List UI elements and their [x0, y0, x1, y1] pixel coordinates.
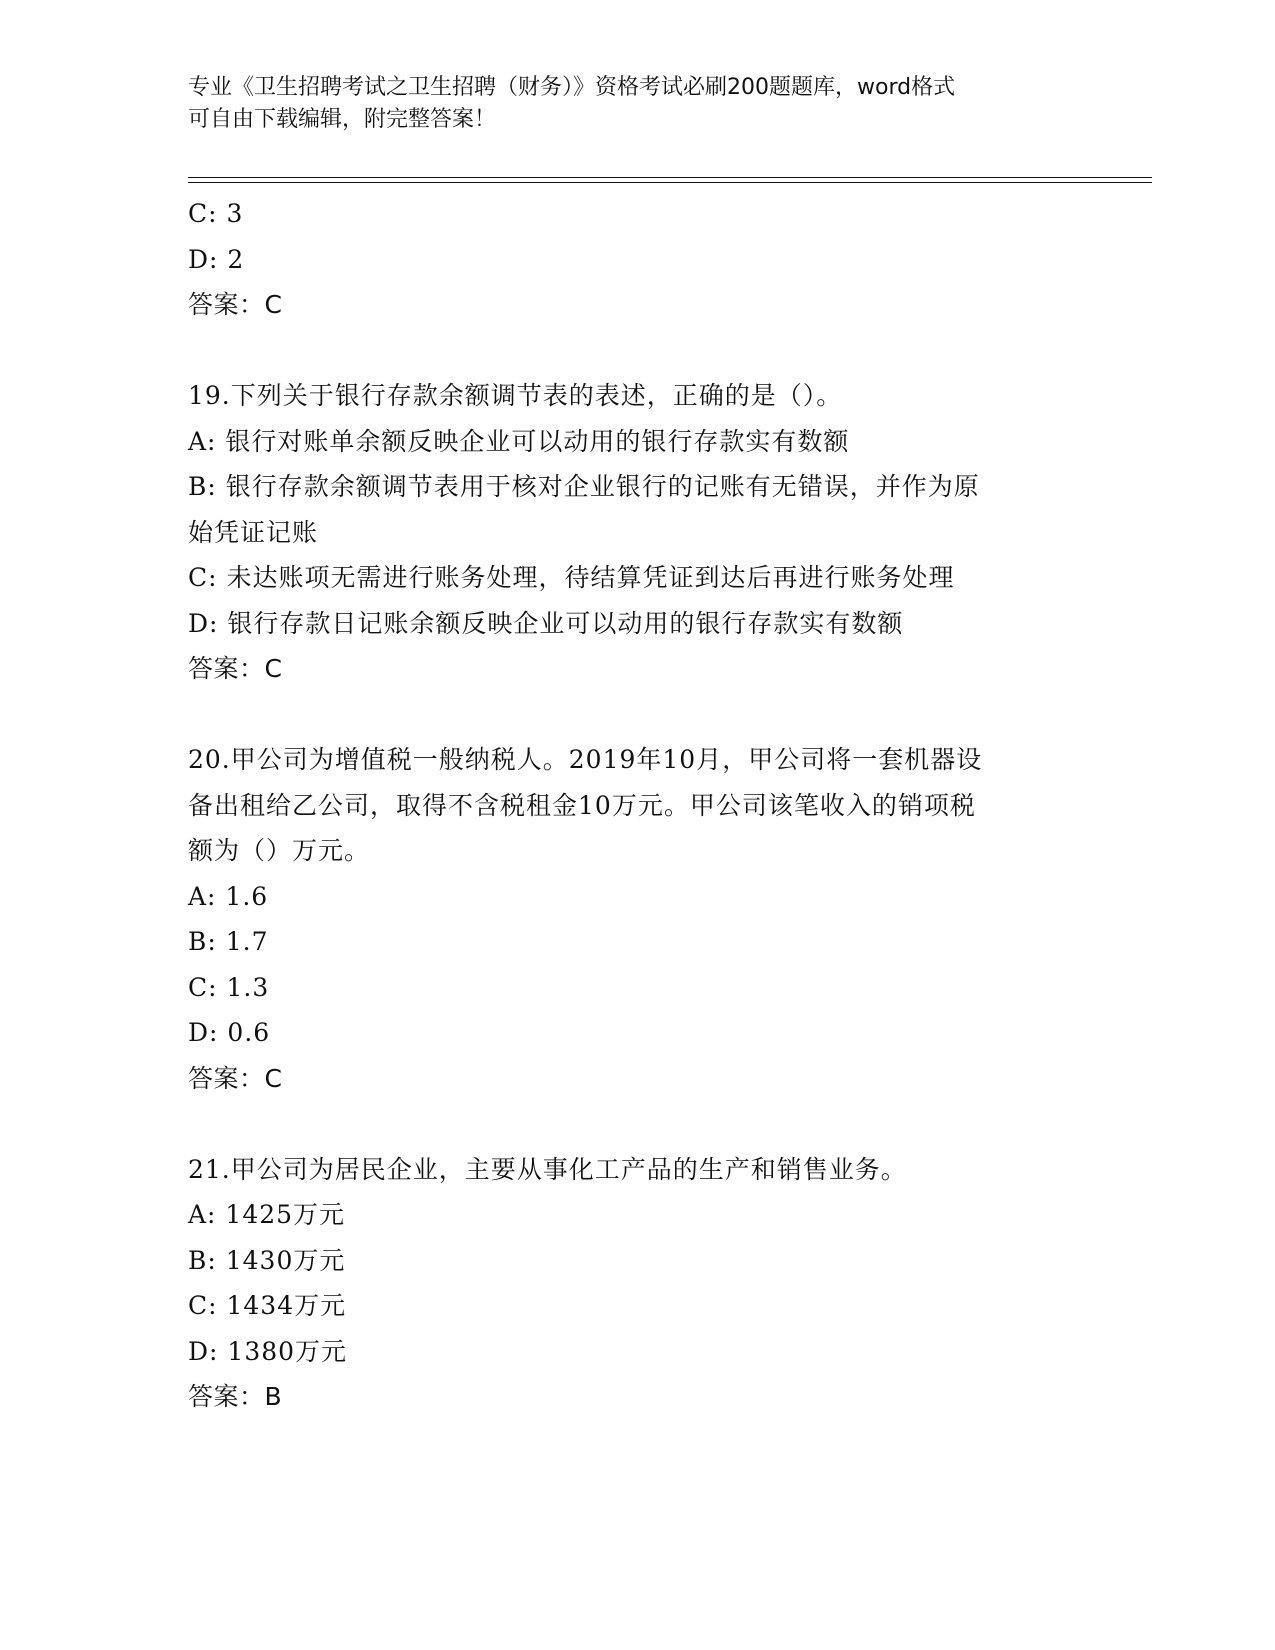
answer-line: 答案：C [188, 290, 283, 319]
option-b: B: 银行存款余额调节表用于核对企业银行的记账有无错误，并作为原 [188, 472, 980, 501]
answer-line: 答案：B [188, 1382, 283, 1411]
question-block-20 [188, 737, 1088, 1101]
question-stem-continued: 额为（）万元。 [188, 836, 371, 865]
option-d: D: 0.6 [188, 1018, 271, 1047]
answer-line: 答案：C [188, 1063, 283, 1093]
answer-line: 答案：C [188, 654, 283, 683]
header-divider-bottom [188, 182, 1152, 183]
option-c: C: 未达账项无需进行账务处理，待结算凭证到达后再进行账务处理 [188, 563, 955, 592]
question-stem: 21.甲公司为居民企业，主要从事化工产品的生产和销售业务。 [188, 1154, 907, 1184]
spacer [188, 1101, 1088, 1147]
question-block-21 [188, 1147, 1088, 1420]
header-title-line-1: 专业《卫生招聘考试之卫生招聘（财务）》资格考试必刷200题题库，word格式 [188, 75, 956, 100]
option-c: C: 3 [188, 199, 244, 228]
option-b: B: 1.7 [188, 927, 269, 956]
option-d: D: 1380万元 [188, 1336, 348, 1366]
page-header [188, 72, 1088, 136]
option-b: B: 1430万元 [188, 1245, 346, 1275]
option-a: A: 1.6 [188, 881, 269, 911]
question-stem: 20.甲公司为增值税一般纳税人。2019年10月，甲公司将一套机器设 [188, 745, 983, 774]
option-d: D: 2 [188, 244, 245, 274]
option-b-continued: 始凭证记账 [188, 517, 319, 547]
option-c: C: 1434万元 [188, 1291, 347, 1320]
option-a: A: 银行对账单余额反映企业可以动用的银行存款实有数额 [188, 426, 850, 456]
header-divider-top [188, 177, 1152, 178]
question-stem: 19.下列关于银行存款余额调节表的表述，正确的是（）。 [188, 381, 843, 410]
option-c: C: 1.3 [188, 972, 270, 1002]
question-stem-continued: 备出租给乙公司，取得不含税租金10万元。甲公司该笔收入的销项税 [188, 790, 976, 820]
option-d: D: 银行存款日记账余额反映企业可以动用的银行存款实有数额 [188, 608, 904, 638]
option-a: A: 1425万元 [188, 1200, 346, 1229]
header-title-line-2: 可自由下载编辑，附完整答案！ [188, 107, 497, 132]
question-block-19 [188, 373, 1088, 692]
question-block-18 [188, 191, 1088, 328]
spacer [188, 692, 1088, 738]
spacer [188, 328, 1088, 374]
question-list [188, 191, 1088, 1420]
